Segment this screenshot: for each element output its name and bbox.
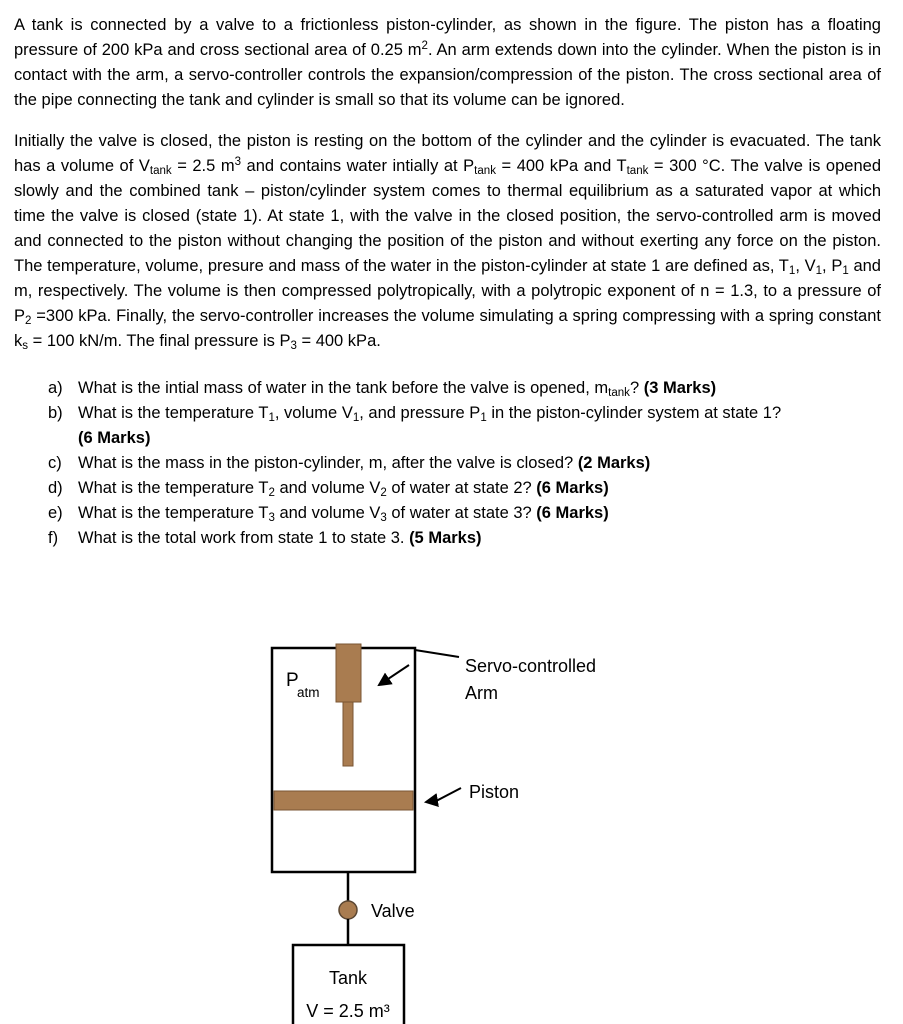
servo-label-line1: Servo-controlled [465,656,597,676]
question-letter: e) [48,504,63,522]
p-atm-subscript: atm [297,685,320,700]
question-text: What is the mass in the piston-cylinder, m, after the valve is closed? (2 Marks) [78,454,651,472]
piston-arrow [426,788,461,802]
piston-cylinder-diagram [0,634,903,1024]
question-letter: f) [48,529,59,547]
question-list [0,376,903,551]
question-a [0,376,903,401]
servo-leader-line [415,650,459,657]
tank-label: Tank [328,968,368,988]
tank-volume-label: V = 2.5 m³ [306,1001,390,1021]
question-e [0,501,903,526]
valve-circle [339,901,357,919]
servo-arm-upper-block [336,644,361,702]
piston-bar [274,791,413,810]
piston-label: Piston [469,782,520,802]
question-c [0,451,903,476]
p-atm-label: P [286,670,299,691]
question-f [0,526,903,551]
question-text: What is the intial mass of water in the tank before the valve is opened, $m_{tank}$? (3 Marks) [78,379,717,399]
problem-paragraph-2: Initially the valve is closed, the piston is resting on the bottom of the cylinder and the cylinder is evacuated. The tank has a volume of $V_{tank} = 2.5$ $m^3$ and contains water intially at $P_{tank} = 400$ kPa and $T_{tank} = 300$ °C. The valve is opened slowly and the combined tank – piston/cylinder system comes to thermal equilibrium as a saturated vapor at which time the valve is closed (state 1). At state 1, with the valve in the closed position, the servo-controlled arm is moved and connected to the piston without changing the position of the piston and without exerting any force on the piston. The temperature, volume, presure and mass of the water in the piston-cylinder at state 1 are defined as, $T_1$, $V_1$, $P_1$ and m, respectively. The volume is then compressed polytropically, with a polytropic exponent of n = 1.3, to a pressure of $P_2 =300$ kPa. Finally, the servo-controller increases the volume simulating a spring compressing with a spring constant $k_s = 100$ kN/m. The final pressure is $P_3 = 400$ kPa. [14,132,881,352]
servo-arrow [379,665,409,685]
question-letter: d) [48,479,63,497]
question-text: What is the temperature $T_3$ and volume $V_3$ of water at state 3? (6 Marks) [78,504,609,524]
question-letter: b) [48,404,63,422]
servo-label-line2: Arm [465,683,498,703]
question-letter: a) [48,379,63,397]
question-text: What is the total work from state 1 to state 3. (5 Marks) [78,529,482,547]
question-text: What is the temperature $T_2$ and volume $V_2$ of water at state 2? (6 Marks) [78,479,609,499]
question-text: What is the temperature $T_1$, volume $V_1$, and pressure $P_1$ in the piston-cylinder system at state 1? (6 Marks) [78,404,782,447]
question-b [0,401,903,451]
question-d [0,476,903,501]
problem-paragraph-1: A tank is connected by a valve to a frictionless piston-cylinder, as shown in the figure. The piston has a floating pressure of 200 kPa and cross sectional area of 0.25 $m^2$. An arm extends down into the cylinder. When the piston is in contact with the arm, a servo-controller controls the expansion/compression of the piston. The cross sectional area of the pipe connecting the tank and cylinder is small so that its volume can be ignored. [14,16,881,109]
servo-arm-rod [343,702,353,766]
question-letter: c) [48,454,62,472]
valve-label: Valve [371,901,415,921]
